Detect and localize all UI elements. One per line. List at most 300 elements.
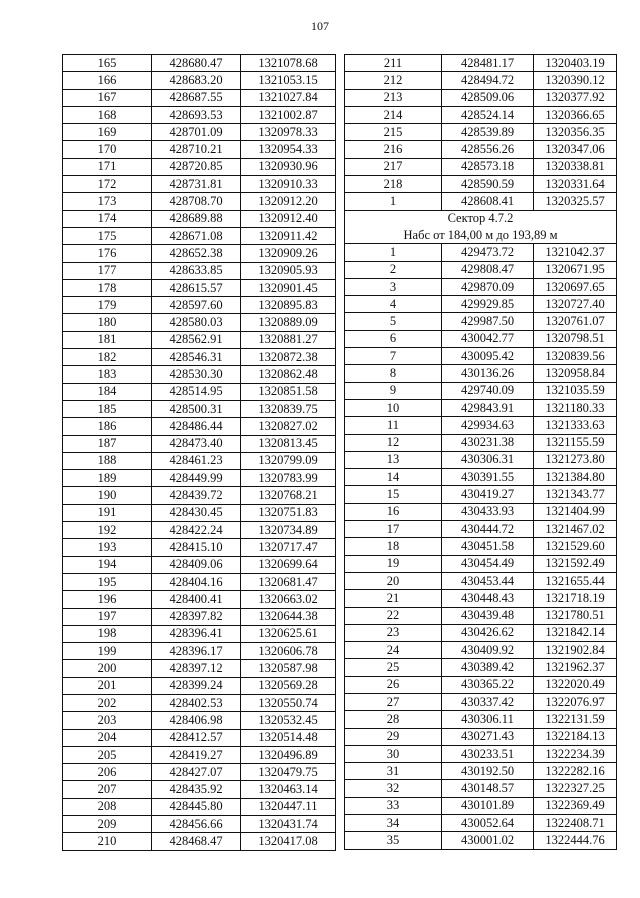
y-coordinate-cell: 1320447.11 [241,798,336,815]
y-coordinate-cell: 1320463.14 [241,781,336,798]
y-coordinate-cell: 1320403.19 [534,55,617,72]
point-number-cell: 205 [63,746,152,763]
coordinates-table-right-sector-body [345,244,617,849]
x-coordinate-cell: 430426.62 [442,624,534,641]
point-number-cell: 5 [345,313,442,330]
table-row [63,781,336,798]
table-row [63,746,336,763]
x-coordinate-cell: 429843.91 [442,399,534,416]
x-coordinate-cell: 428445.80 [152,798,241,815]
table-row [63,764,336,781]
point-number-cell: 195 [63,573,152,590]
y-coordinate-cell: 1320911.42 [241,227,336,244]
point-number-cell: 204 [63,729,152,746]
table-row [345,124,617,141]
point-number-cell: 172 [63,176,152,193]
table-row [63,72,336,89]
point-number-cell: 210 [63,833,152,850]
table-row [63,504,336,521]
table-row [345,399,617,416]
y-coordinate-cell: 1320799.09 [241,452,336,469]
point-number-cell: 4 [345,296,442,313]
x-coordinate-cell: 428486.44 [152,418,241,435]
x-coordinate-cell: 428509.06 [442,89,534,106]
y-coordinate-cell: 1321333.63 [534,417,617,434]
table-row [63,487,336,504]
x-coordinate-cell: 430231.38 [442,434,534,451]
y-coordinate-cell: 1320325.57 [534,193,617,210]
y-coordinate-cell: 1322408.71 [534,815,617,832]
table-row [345,313,617,330]
y-coordinate-cell: 1321273.80 [534,451,617,468]
point-number-cell: 170 [63,141,152,158]
y-coordinate-cell: 1321655.44 [534,572,617,589]
point-number-cell: 16 [345,503,442,520]
x-coordinate-cell: 428402.53 [152,694,241,711]
table-row [63,55,336,72]
table-row [63,176,336,193]
x-coordinate-cell: 429473.72 [442,244,534,261]
table-row [345,141,617,158]
table-row [63,694,336,711]
x-coordinate-cell: 428406.98 [152,712,241,729]
y-coordinate-cell: 1322369.49 [534,797,617,814]
x-coordinate-cell: 428546.31 [152,349,241,366]
x-coordinate-cell: 430233.51 [442,745,534,762]
point-number-cell: 194 [63,556,152,573]
point-number-cell: 22 [345,607,442,624]
coordinates-table-left-body [63,55,336,851]
y-coordinate-cell: 1320862.48 [241,366,336,383]
point-number-cell: 182 [63,349,152,366]
table-row [345,55,617,72]
y-coordinate-cell: 1320905.93 [241,262,336,279]
point-number-cell: 18 [345,538,442,555]
table-row [63,556,336,573]
y-coordinate-cell: 1320347.06 [534,141,617,158]
y-coordinate-cell: 1321002.87 [241,106,336,123]
x-coordinate-cell: 430306.31 [442,451,534,468]
table-row [63,522,336,539]
sector-title-row [345,210,617,227]
y-coordinate-cell: 1321529.60 [534,538,617,555]
point-number-cell: 176 [63,245,152,262]
x-coordinate-cell: 428680.47 [152,55,241,72]
table-row [63,158,336,175]
point-number-cell: 34 [345,815,442,832]
x-coordinate-cell: 428683.20 [152,72,241,89]
point-number-cell: 1 [345,193,442,210]
table-row [63,279,336,296]
y-coordinate-cell: 1320390.12 [534,72,617,89]
table-row [345,797,617,814]
y-coordinate-cell: 1321027.84 [241,89,336,106]
table-row [63,383,336,400]
x-coordinate-cell: 428439.72 [152,487,241,504]
table-row [345,728,617,745]
x-coordinate-cell: 430192.50 [442,763,534,780]
point-number-cell: 217 [345,158,442,175]
point-number-cell: 2 [345,261,442,278]
point-number-cell: 178 [63,279,152,296]
y-coordinate-cell: 1320910.33 [241,176,336,193]
y-coordinate-cell: 1320839.75 [241,400,336,417]
y-coordinate-cell: 1320912.20 [241,193,336,210]
point-number-cell: 202 [63,694,152,711]
y-coordinate-cell: 1321384.80 [534,469,617,486]
x-coordinate-cell: 430306.11 [442,711,534,728]
x-coordinate-cell: 429987.50 [442,313,534,330]
point-number-cell: 180 [63,314,152,331]
y-coordinate-cell: 1320978.33 [241,124,336,141]
table-row [345,244,617,261]
table-row [63,262,336,279]
table-row [345,296,617,313]
point-number-cell: 211 [345,55,442,72]
x-coordinate-cell: 428573.18 [442,158,534,175]
x-coordinate-cell: 428449.99 [152,470,241,487]
x-coordinate-cell: 430052.64 [442,815,534,832]
point-number-cell: 9 [345,382,442,399]
y-coordinate-cell: 1320338.81 [534,158,617,175]
point-number-cell: 189 [63,470,152,487]
sector-range-row [345,227,617,244]
point-number-cell: 201 [63,677,152,694]
y-coordinate-cell: 1320909.26 [241,245,336,262]
point-number-cell: 208 [63,798,152,815]
point-number-cell: 181 [63,331,152,348]
table-row [63,608,336,625]
point-number-cell: 186 [63,418,152,435]
point-number-cell: 200 [63,660,152,677]
point-number-cell: 169 [63,124,152,141]
point-number-cell: 6 [345,330,442,347]
point-number-cell: 168 [63,106,152,123]
table-row [63,677,336,694]
x-coordinate-cell: 430454.49 [442,555,534,572]
table-row [345,106,617,123]
x-coordinate-cell: 428415.10 [152,539,241,556]
x-coordinate-cell: 428687.55 [152,89,241,106]
x-coordinate-cell: 428456.66 [152,816,241,833]
table-row [63,712,336,729]
y-coordinate-cell: 1320889.09 [241,314,336,331]
point-number-cell: 1 [345,244,442,261]
y-coordinate-cell: 1322444.76 [534,832,617,849]
y-coordinate-cell: 1321404.99 [534,503,617,520]
point-number-cell: 31 [345,763,442,780]
y-coordinate-cell: 1320734.89 [241,522,336,539]
y-coordinate-cell: 1320532.45 [241,712,336,729]
table-row [63,297,336,314]
point-number-cell: 215 [345,124,442,141]
x-coordinate-cell: 430337.42 [442,693,534,710]
y-coordinate-cell: 1321718.19 [534,590,617,607]
y-coordinate-cell: 1321592.49 [534,555,617,572]
x-coordinate-cell: 430136.26 [442,365,534,382]
y-coordinate-cell: 1320717.47 [241,539,336,556]
y-coordinate-cell: 1320671.95 [534,261,617,278]
point-number-cell: 27 [345,693,442,710]
table-row [345,451,617,468]
x-coordinate-cell: 428710.21 [152,141,241,158]
point-number-cell: 213 [345,89,442,106]
y-coordinate-cell: 1320366.65 [534,106,617,123]
x-coordinate-cell: 428524.14 [442,106,534,123]
y-coordinate-cell: 1320954.33 [241,141,336,158]
y-coordinate-cell: 1320431.74 [241,816,336,833]
table-row [345,624,617,641]
x-coordinate-cell: 430365.22 [442,676,534,693]
y-coordinate-cell: 1320569.28 [241,677,336,694]
y-coordinate-cell: 1320881.27 [241,331,336,348]
y-coordinate-cell: 1320625.61 [241,625,336,642]
point-number-cell: 8 [345,365,442,382]
sector-height-range: Набс от 184,00 м до 193,89 м [345,227,617,244]
table-row [63,643,336,660]
x-coordinate-cell: 430389.42 [442,659,534,676]
y-coordinate-cell: 1320912.40 [241,210,336,227]
point-number-cell: 212 [345,72,442,89]
table-row [345,417,617,434]
table-row [345,555,617,572]
table-row [63,816,336,833]
x-coordinate-cell: 429808.47 [442,261,534,278]
x-coordinate-cell: 428731.81 [152,176,241,193]
point-number-cell: 191 [63,504,152,521]
point-number-cell: 14 [345,469,442,486]
y-coordinate-cell: 1322327.25 [534,780,617,797]
y-coordinate-cell: 1320681.47 [241,573,336,590]
point-number-cell: 199 [63,643,152,660]
table-row [63,124,336,141]
table-row [345,815,617,832]
y-coordinate-cell: 1320839.56 [534,348,617,365]
x-coordinate-cell: 428701.09 [152,124,241,141]
point-number-cell: 165 [63,55,152,72]
y-coordinate-cell: 1320872.38 [241,349,336,366]
table-row [345,832,617,849]
y-coordinate-cell: 1320417.08 [241,833,336,850]
point-number-cell: 26 [345,676,442,693]
table-row [63,193,336,210]
x-coordinate-cell: 428633.85 [152,262,241,279]
table-row [345,193,617,210]
x-coordinate-cell: 430451.58 [442,538,534,555]
table-row [63,366,336,383]
table-row [63,89,336,106]
point-number-cell: 185 [63,400,152,417]
table-row [345,434,617,451]
table-row [345,538,617,555]
table-row [345,365,617,382]
point-number-cell: 209 [63,816,152,833]
table-row [345,486,617,503]
x-coordinate-cell: 430271.43 [442,728,534,745]
table-row [63,833,336,850]
table-row [345,176,617,193]
x-coordinate-cell: 428427.07 [152,764,241,781]
page-number: 107 [311,19,329,33]
x-coordinate-cell: 428419.27 [152,746,241,763]
table-row [345,89,617,106]
y-coordinate-cell: 1321780.51 [534,607,617,624]
x-coordinate-cell: 428556.26 [442,141,534,158]
y-coordinate-cell: 1322131.59 [534,711,617,728]
point-number-cell: 10 [345,399,442,416]
table-row [345,158,617,175]
table-row [345,382,617,399]
y-coordinate-cell: 1320606.78 [241,643,336,660]
y-coordinate-cell: 1320644.38 [241,608,336,625]
point-number-cell: 216 [345,141,442,158]
point-number-cell: 188 [63,452,152,469]
y-coordinate-cell: 1320798.51 [534,330,617,347]
y-coordinate-cell: 1321842.14 [534,624,617,641]
table-row [345,659,617,676]
x-coordinate-cell: 428562.91 [152,331,241,348]
y-coordinate-cell: 1320783.99 [241,470,336,487]
x-coordinate-cell: 428615.57 [152,279,241,296]
x-coordinate-cell: 430453.44 [442,572,534,589]
table-row [345,676,617,693]
y-coordinate-cell: 1320496.89 [241,746,336,763]
x-coordinate-cell: 430419.27 [442,486,534,503]
table-row [63,245,336,262]
table-row [63,452,336,469]
x-coordinate-cell: 430391.55 [442,469,534,486]
x-coordinate-cell: 428671.08 [152,227,241,244]
y-coordinate-cell: 1322184.13 [534,728,617,745]
table-row [345,711,617,728]
y-coordinate-cell: 1320813.45 [241,435,336,452]
point-number-cell: 29 [345,728,442,745]
x-coordinate-cell: 428652.38 [152,245,241,262]
y-coordinate-cell: 1321180.33 [534,399,617,416]
table-row [345,745,617,762]
y-coordinate-cell: 1321343.77 [534,486,617,503]
table-row [345,780,617,797]
table-row [63,106,336,123]
x-coordinate-cell: 428689.88 [152,210,241,227]
table-row [63,729,336,746]
point-number-cell: 28 [345,711,442,728]
point-number-cell: 32 [345,780,442,797]
y-coordinate-cell: 1320697.65 [534,278,617,295]
point-number-cell: 166 [63,72,152,89]
point-number-cell: 3 [345,278,442,295]
x-coordinate-cell: 428430.45 [152,504,241,521]
point-number-cell: 30 [345,745,442,762]
x-coordinate-cell: 428396.17 [152,643,241,660]
y-coordinate-cell: 1321962.37 [534,659,617,676]
y-coordinate-cell: 1320930.96 [241,158,336,175]
point-number-cell: 214 [345,106,442,123]
x-coordinate-cell: 428412.57 [152,729,241,746]
point-number-cell: 179 [63,297,152,314]
x-coordinate-cell: 428481.17 [442,55,534,72]
x-coordinate-cell: 428708.70 [152,193,241,210]
x-coordinate-cell: 428400.41 [152,591,241,608]
x-coordinate-cell: 428404.16 [152,573,241,590]
x-coordinate-cell: 428422.24 [152,522,241,539]
point-number-cell: 25 [345,659,442,676]
x-coordinate-cell: 428399.24 [152,677,241,694]
point-number-cell: 197 [63,608,152,625]
table-row [63,591,336,608]
x-coordinate-cell: 430433.93 [442,503,534,520]
point-number-cell: 23 [345,624,442,641]
y-coordinate-cell: 1322234.39 [534,745,617,762]
point-number-cell: 206 [63,764,152,781]
table-row [63,573,336,590]
y-coordinate-cell: 1322282.16 [534,763,617,780]
table-row [345,72,617,89]
x-coordinate-cell: 430148.57 [442,780,534,797]
y-coordinate-cell: 1320761.07 [534,313,617,330]
point-number-cell: 196 [63,591,152,608]
point-number-cell: 24 [345,642,442,659]
point-number-cell: 20 [345,572,442,589]
point-number-cell: 183 [63,366,152,383]
x-coordinate-cell: 428461.23 [152,452,241,469]
y-coordinate-cell: 1320727.40 [534,296,617,313]
y-coordinate-cell: 1321902.84 [534,642,617,659]
table-row [63,314,336,331]
x-coordinate-cell: 428597.60 [152,297,241,314]
point-number-cell: 184 [63,383,152,400]
y-coordinate-cell: 1321467.02 [534,521,617,538]
table-row [345,330,617,347]
table-row [63,400,336,417]
table-row [345,261,617,278]
x-coordinate-cell: 428397.82 [152,608,241,625]
point-number-cell: 171 [63,158,152,175]
table-row [63,798,336,815]
point-number-cell: 17 [345,521,442,538]
table-row [345,503,617,520]
point-number-cell: 175 [63,227,152,244]
x-coordinate-cell: 428514.95 [152,383,241,400]
table-row [345,469,617,486]
point-number-cell: 12 [345,434,442,451]
x-coordinate-cell: 429934.63 [442,417,534,434]
x-coordinate-cell: 428608.41 [442,193,534,210]
x-coordinate-cell: 428590.59 [442,176,534,193]
point-number-cell: 203 [63,712,152,729]
point-number-cell: 173 [63,193,152,210]
x-coordinate-cell: 430439.48 [442,607,534,624]
x-coordinate-cell: 428720.85 [152,158,241,175]
table-row [345,642,617,659]
x-coordinate-cell: 428580.03 [152,314,241,331]
coordinates-table-right-body [345,55,617,244]
table-row [345,572,617,589]
y-coordinate-cell: 1320699.64 [241,556,336,573]
y-coordinate-cell: 1320851.58 [241,383,336,400]
table-row [345,590,617,607]
x-coordinate-cell: 428396.41 [152,625,241,642]
x-coordinate-cell: 430101.89 [442,797,534,814]
y-coordinate-cell: 1320958.84 [534,365,617,382]
x-coordinate-cell: 428397.12 [152,660,241,677]
x-coordinate-cell: 429740.09 [442,382,534,399]
y-coordinate-cell: 1321155.59 [534,434,617,451]
x-coordinate-cell: 429929.85 [442,296,534,313]
point-number-cell: 7 [345,348,442,365]
table-row [63,539,336,556]
y-coordinate-cell: 1320331.64 [534,176,617,193]
